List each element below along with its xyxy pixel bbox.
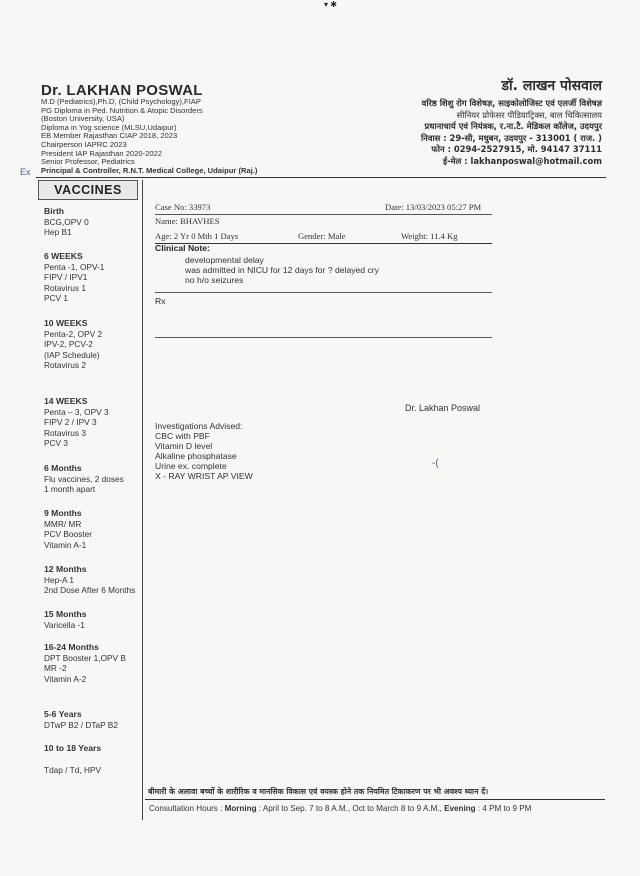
investigations-title: Investigations Advised: (155, 421, 243, 431)
vaccine-item: FIPV / IPV1 (44, 272, 88, 283)
investigations (155, 421, 253, 481)
vaccine-item: Hep B1 (44, 227, 72, 238)
qualifications (41, 98, 257, 175)
divider (155, 292, 492, 293)
vaccine-item: Rotavirus 1 (44, 282, 86, 293)
qualification-line: Chairperson IAPRC 2023 (41, 139, 127, 149)
vaccine-group-12-months (44, 564, 135, 596)
hindi-line: प्रधानाचार्य एवं नियंत्रक, र.ना.टै. मेडिकल कॉलेज, उदयपुर (424, 121, 602, 131)
margin-pen-mark: Ex (20, 167, 31, 177)
vaccine-group-14-weeks (44, 396, 109, 448)
vaccine-group-title: 6 WEEKS (44, 251, 83, 261)
vaccine-group-9-months (44, 508, 92, 550)
case-number: Case No: 33973 (155, 202, 211, 212)
clinical-notes (185, 255, 379, 285)
vaccine-group-title: 10 to 18 Years (44, 743, 102, 753)
hindi-line: सीनियर प्रोफेसर पीडियाट्रिक्स, बाल चिकित्सालय (456, 109, 602, 120)
vaccine-item: (IAP Schedule) (44, 349, 100, 360)
consultation-hours (149, 804, 531, 813)
rx-label: Rx (155, 296, 166, 306)
vaccine-item: Vitamin A-1 (44, 539, 87, 550)
patient-weight: Weight: 11.4 Kg (401, 231, 458, 241)
clinical-note-line: was admitted in NICU for 12 days for ? delayed cry (185, 265, 379, 275)
evening-label: Evening (444, 804, 476, 813)
vaccine-item: Penta -1, OPV-1 (44, 262, 105, 273)
hours-label: Consultation Hours : (149, 804, 225, 813)
vaccine-group-6-weeks (44, 251, 104, 303)
investigation-item: CBC with PBF (155, 431, 210, 441)
vaccine-item: Penta – 3, OPV 3 (44, 407, 109, 418)
hindi-line: वरिष्ठ शिशु रोग विशेषज्ञ, साइकोलोजिस्ट एवं एलर्जी विशेषज्ञ (421, 98, 602, 108)
divider (155, 214, 492, 215)
vaccine-item: Rotavirus 2 (44, 359, 86, 370)
vaccine-item: 1 month apart (44, 484, 96, 495)
vaccine-item: MMR/ MR (44, 519, 82, 530)
clinical-note-line: no h/o seizures (185, 275, 244, 285)
vaccine-item: DPT Booster 1,OPV B (44, 653, 126, 664)
vaccine-group-title: 16-24 Months (44, 642, 99, 652)
qualification-line: EB Member Rajasthan CIAP 2018, 2023 (41, 131, 178, 141)
visit-date: Date: 13/03/2023 05:27 PM (385, 202, 482, 212)
patient-age: Age: 2 Yr 0 Mth 1 Days (155, 231, 239, 241)
vaccines-title: VACCINES (38, 180, 138, 200)
vaccine-group-title: 15 Months (44, 609, 87, 619)
doctor-name: Dr. LAKHAN POSWAL (41, 82, 203, 99)
vaccine-group-title: 10 WEEKS (44, 318, 88, 328)
hindi-email: ई-मेल : lakhanposwal@hotmail.com (443, 155, 602, 166)
vaccine-item: Tdap / Td, HPV (44, 765, 102, 775)
investigation-item: Alkaline phosphatase (155, 451, 237, 461)
vaccine-group-title: 14 WEEKS (44, 396, 88, 406)
hindi-address: निवास : 29-सी, मधुबन, उदयपुर - 313001 ( राज. ) (421, 132, 602, 143)
vaccine-group-10-18-years (44, 743, 101, 754)
clinical-note-title: Clinical Note: (155, 243, 210, 253)
vaccine-group-title: 12 Months (44, 564, 87, 574)
qualification-line: Senior Professor, Pediatrics (41, 157, 135, 167)
hindi-phone: फोन : 0294-2527915, मो. 94147 37111 (431, 144, 602, 154)
morning-hours: : April to Sep. 7 to 8 A.M., Oct to March 8 to 9 A.M., (256, 804, 445, 813)
vaccine-item: IPV-2, PCV-2 (44, 339, 93, 350)
vaccine-group-16-24-months (44, 642, 126, 684)
divider (155, 337, 492, 338)
vaccine-item: Rotavirus 3 (44, 427, 86, 438)
vaccine-group-title: 5-6 Years (44, 709, 82, 719)
investigation-item: X - RAY WRIST AP VIEW (155, 471, 253, 481)
morning-label: Morning (224, 804, 257, 813)
vaccine-item: Flu vaccines, 2 doses (44, 474, 124, 485)
qualification-line: M.D (Pediatrics),Ph.D, (Child Psychology),FIAP (41, 97, 201, 106)
clinical-note-line: developmental delay (185, 255, 264, 265)
patient-gender: Gender: Male (298, 231, 346, 241)
vaccine-item: 2nd Dose After 6 Months (44, 585, 136, 596)
qualification-line: Diploma in Yog science (MLSU,Udaipur) (41, 122, 177, 132)
investigation-item: Vitamin D level (155, 441, 213, 451)
vaccine-item: DTwP B2 / DTaP B2 (44, 720, 118, 731)
vaccine-group-title: Birth (44, 206, 65, 216)
doctor-signature: Dr. Lakhan Poswal (405, 403, 481, 413)
vaccine-group-title: 6 Months (44, 463, 82, 473)
vaccine-group-5-6-years (44, 709, 118, 730)
evening-hours: : 4 PM to 9 PM (475, 804, 532, 813)
vaccine-group-6-months (44, 463, 124, 495)
investigation-item: Urine ex. complete (155, 461, 227, 471)
vaccine-item: Vitamin A-2 (44, 673, 87, 684)
qualification-line: (Boston University, USA) (41, 114, 125, 124)
header-divider (36, 177, 606, 178)
vaccine-item: FIPV 2 / IPV 3 (44, 417, 97, 428)
position-line: Principal & Controller, R.N.T. Medical College, Udaipur (Raj.) (41, 165, 258, 175)
patient-name: Name: BHAVHES (155, 216, 220, 226)
scan-mark: ▾ ✱ (324, 0, 337, 9)
hindi-header (421, 76, 602, 167)
vaccine-group-adolescent (44, 765, 101, 775)
vaccine-group-10-weeks (44, 318, 102, 370)
footer-note: बीमारी के अलावा बच्चों के शारीरिक व मानसिक विकास एवं वयस्क होने तक नियमित टिकाकरण पर भी अवश्य ध्यान दें। (148, 787, 489, 796)
handwritten-mark: -( (432, 458, 439, 469)
vaccine-item: PCV Booster (44, 529, 92, 540)
qualification-line: President IAP Rajasthan 2020-2022 (41, 148, 163, 158)
vaccine-group-birth (44, 206, 89, 238)
footer-divider (145, 799, 605, 800)
qualification-line: PG Diploma in Ped. Nutrition & Atopic Disorders (41, 105, 203, 115)
hindi-doctor-name: डॉ. लाखन पोसवाल (501, 78, 602, 94)
vaccine-item: BCG,OPV 0 (44, 217, 89, 228)
vaccine-item: PCV 1 (44, 292, 68, 303)
vaccine-item: MR -2 (44, 663, 67, 674)
vaccine-item: Varicella -1 (44, 620, 85, 631)
vaccine-group-title: 9 Months (44, 508, 82, 518)
vaccine-item: Hep-A 1 (44, 575, 74, 586)
vaccine-item: PCV 3 (44, 437, 68, 448)
vaccine-item: Penta-2, OPV 2 (44, 329, 103, 340)
vaccine-group-15-months (44, 609, 87, 630)
